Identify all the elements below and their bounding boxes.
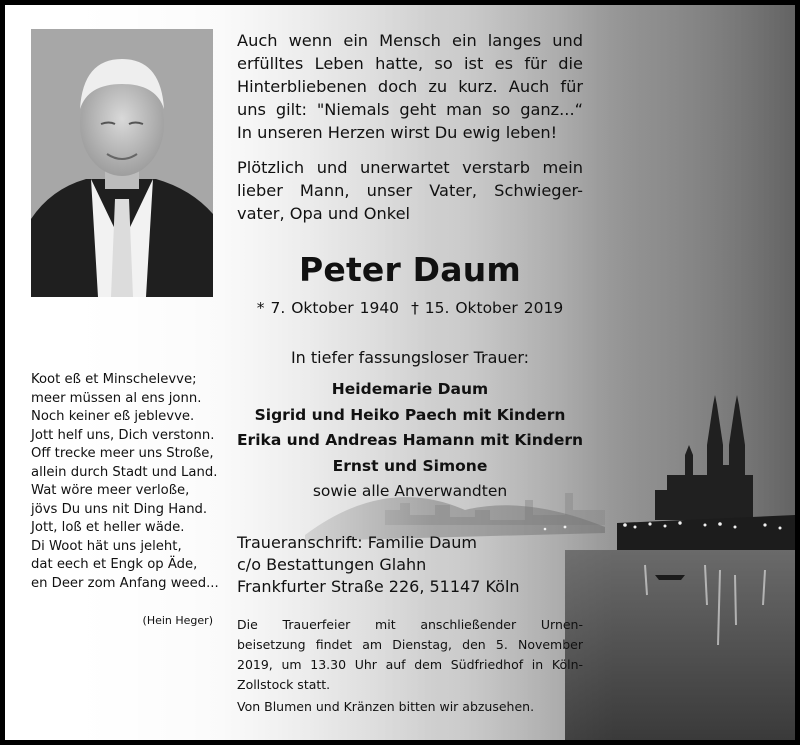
poem-line: Di Woot hät uns jeleht, <box>31 538 182 554</box>
funeral-line: 2019, um 13.30 Uhr auf dem Südfriedhof in Köln- <box>237 657 583 672</box>
death-line: Plötzlich und unerwartet verstarb mein <box>237 158 583 177</box>
funeral-line: beisetzung findet am Dienstag, den 5. November <box>237 637 583 652</box>
relatives-line: sowie alle Anverwandten <box>312 482 508 500</box>
poem-line: meer müssen al ens jonn. <box>31 390 202 406</box>
death-line: vater, Opa und Onkel <box>237 204 411 223</box>
poem-line: Noch keiner eß jeblevve. <box>31 409 195 424</box>
mourning-heading: In tiefer fassungsloser Trauer: <box>290 348 530 367</box>
deceased-name: Peter Daum <box>298 250 522 289</box>
poem-line: Koot eß et Minschelevve; <box>31 372 197 387</box>
address-line: Traueranschrift: Familie Daum <box>237 533 477 552</box>
family-member: Ernst und Simone <box>332 456 488 475</box>
life-dates <box>231 299 589 317</box>
funeral-line: Zollstock statt. <box>237 677 331 692</box>
intro-paragraph <box>237 29 583 144</box>
dialect-poem <box>31 371 219 593</box>
poem-line: dat eech et Engk op Äde, <box>31 557 198 572</box>
poem-author: (Hein Heger) <box>142 614 213 627</box>
intro-line: In unseren Herzen wirst Du ewig leben! <box>237 123 558 142</box>
intro-line: erfülltes Leben hatte, so ist es für die <box>237 54 583 73</box>
address-line: c/o Bestattungen Glahn <box>237 555 427 574</box>
intro-line: uns gilt: "Niemals geht man so ganz...“ <box>237 100 583 119</box>
poem-line: Off trecke meer uns Stroße, <box>31 446 214 461</box>
portrait-photo <box>31 29 213 297</box>
poem-line: Wat wöre meer verloße, <box>31 483 190 498</box>
birth-date: * 7. Oktober 1940 <box>256 299 400 317</box>
notice-text-column <box>231 5 611 740</box>
death-line: lieber Mann, unser Vater, Schwieger- <box>237 181 583 200</box>
poem-line: en Deer zom Anfang weed... <box>31 575 219 591</box>
intro-line: Auch wenn ein Mensch ein langes und <box>237 31 583 50</box>
death-announcement <box>237 156 583 225</box>
family-list <box>231 377 589 505</box>
mourning-address <box>237 532 520 598</box>
poem-line: jövs Du uns nit Ding Hand. <box>31 501 208 517</box>
death-date: † 15. Oktober 2019 <box>411 299 564 317</box>
funeral-line: Die Trauerfeier mit anschließender Urnen- <box>237 617 583 632</box>
funeral-info <box>237 615 583 695</box>
poem-line: allein durch Stadt und Land. <box>31 464 218 480</box>
family-member: Heidemarie Daum <box>331 380 489 398</box>
intro-line: Hinterbliebenen doch zu kurz. Auch für <box>237 77 583 96</box>
poem-line: Jott helf uns, Dich verstonn. <box>31 427 215 443</box>
family-member: Sigrid und Heiko Paech mit Kindern <box>254 405 566 424</box>
poem-line: Jott, loß et heller wäde. <box>31 520 185 535</box>
address-line: Frankfurter Straße 226, 51147 Köln <box>237 577 520 596</box>
flowers-note: Von Blumen und Kränzen bitten wir abzusehen. <box>237 699 535 714</box>
family-member: Erika und Andreas Hamann mit Kindern <box>236 431 584 449</box>
